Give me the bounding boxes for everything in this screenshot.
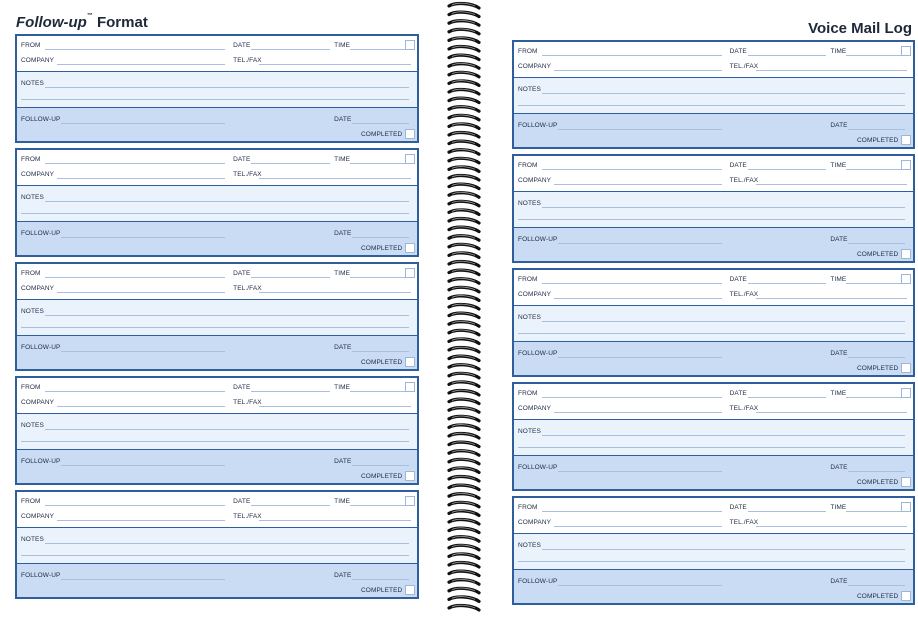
notes-section — [514, 419, 913, 456]
completed-checkbox[interactable] — [901, 249, 911, 259]
from-field[interactable] — [45, 391, 225, 392]
from-field[interactable] — [542, 283, 722, 284]
notes-line[interactable] — [21, 99, 409, 100]
date-field[interactable] — [748, 511, 827, 512]
notes-line[interactable] — [45, 87, 409, 88]
follow-up-field[interactable] — [558, 357, 722, 358]
notes-line[interactable] — [542, 93, 905, 94]
notes-line[interactable] — [542, 321, 905, 322]
time-field[interactable] — [350, 163, 409, 164]
completed-checkbox[interactable] — [901, 135, 911, 145]
completed-label: COMPLETED — [361, 473, 403, 480]
follow-up-date-label: DATE — [830, 350, 848, 357]
notes-label: NOTES — [21, 536, 44, 543]
tel-fax-label: TEL./FAX — [729, 63, 759, 70]
follow-up-section — [514, 341, 913, 375]
tel-fax-label: TEL./FAX — [729, 177, 759, 184]
completed-checkbox[interactable] — [405, 129, 415, 139]
follow-up-date-field[interactable] — [848, 129, 905, 130]
date-label: DATE — [233, 156, 251, 163]
time-field[interactable] — [350, 49, 409, 50]
date-label: DATE — [729, 48, 747, 55]
contact-section — [17, 150, 417, 185]
date-field[interactable] — [748, 169, 827, 170]
notes-line[interactable] — [45, 429, 409, 430]
follow-up-label: FOLLOW-UP — [518, 350, 558, 357]
tel-fax-label: TEL./FAX — [233, 285, 262, 292]
time-label: TIME — [334, 270, 351, 277]
tel-fax-field[interactable] — [259, 178, 411, 179]
time-label: TIME — [830, 390, 847, 397]
notes-line[interactable] — [21, 327, 409, 328]
notes-line[interactable] — [518, 561, 905, 562]
tel-fax-label: TEL./FAX — [233, 171, 262, 178]
notes-section — [514, 533, 913, 570]
completed-label: COMPLETED — [361, 587, 403, 594]
notes-section — [17, 185, 417, 222]
from-field[interactable] — [542, 511, 722, 512]
follow-up-field[interactable] — [61, 579, 225, 580]
urgent-checkbox[interactable] — [901, 388, 911, 398]
date-label: DATE — [729, 162, 747, 169]
notes-line[interactable] — [21, 555, 409, 556]
urgent-checkbox[interactable] — [901, 160, 911, 170]
date-field[interactable] — [251, 391, 330, 392]
contact-section — [17, 264, 417, 299]
urgent-checkbox[interactable] — [405, 40, 415, 50]
from-label: FROM — [518, 504, 538, 511]
notes-line[interactable] — [542, 549, 905, 550]
follow-up-date-field[interactable] — [848, 471, 905, 472]
voice-mail-form — [512, 40, 915, 149]
notes-section — [17, 71, 417, 108]
follow-up-field[interactable] — [61, 237, 225, 238]
tel-fax-label: TEL./FAX — [729, 291, 759, 298]
date-field[interactable] — [748, 283, 827, 284]
completed-label: COMPLETED — [857, 593, 899, 600]
left-page-title: Follow-up™ Format — [16, 13, 148, 31]
follow-up-field[interactable] — [61, 123, 225, 124]
from-label: FROM — [21, 384, 41, 391]
time-label: TIME — [830, 162, 847, 169]
follow-up-date-label: DATE — [830, 236, 848, 243]
from-label: FROM — [21, 156, 41, 163]
follow-up-date-field[interactable] — [352, 123, 409, 124]
company-label: COMPANY — [21, 171, 55, 178]
urgent-checkbox[interactable] — [405, 154, 415, 164]
follow-up-label: FOLLOW-UP — [21, 116, 61, 123]
follow-up-section — [17, 449, 417, 483]
voice-mail-form — [512, 496, 915, 605]
time-field[interactable] — [846, 169, 905, 170]
company-field[interactable] — [554, 184, 722, 185]
notes-line[interactable] — [542, 435, 905, 436]
company-field[interactable] — [57, 520, 225, 521]
follow-up-form — [15, 262, 419, 371]
time-field[interactable] — [846, 283, 905, 284]
date-label: DATE — [233, 42, 251, 49]
follow-up-form — [15, 34, 419, 143]
tel-fax-label: TEL./FAX — [233, 513, 262, 520]
follow-up-date-label: DATE — [334, 458, 352, 465]
contact-section — [17, 378, 417, 413]
time-label: TIME — [830, 504, 847, 511]
follow-up-date-label: DATE — [830, 464, 848, 471]
follow-up-section — [17, 335, 417, 369]
company-field[interactable] — [554, 526, 722, 527]
contact-section — [17, 36, 417, 71]
contact-section — [514, 156, 913, 191]
follow-up-section — [514, 455, 913, 489]
notes-label: NOTES — [518, 314, 541, 321]
completed-label: COMPLETED — [857, 251, 899, 258]
from-label: FROM — [518, 390, 538, 397]
tel-fax-label: TEL./FAX — [233, 57, 262, 64]
notes-label: NOTES — [21, 308, 44, 315]
time-label: TIME — [830, 48, 847, 55]
from-label: FROM — [518, 48, 538, 55]
notes-line[interactable] — [542, 207, 905, 208]
tel-fax-field[interactable] — [756, 70, 907, 71]
follow-up-field[interactable] — [61, 351, 225, 352]
company-field[interactable] — [57, 292, 225, 293]
notes-line[interactable] — [45, 543, 409, 544]
notes-label: NOTES — [518, 200, 541, 207]
follow-up-label: FOLLOW-UP — [518, 236, 558, 243]
company-label: COMPANY — [518, 177, 552, 184]
company-label: COMPANY — [518, 405, 552, 412]
time-field[interactable] — [846, 55, 905, 56]
completed-checkbox[interactable] — [901, 477, 911, 487]
follow-up-section — [514, 113, 913, 147]
follow-up-label: FOLLOW-UP — [518, 464, 558, 471]
time-field[interactable] — [350, 391, 409, 392]
date-label: DATE — [233, 498, 251, 505]
company-field[interactable] — [57, 178, 225, 179]
follow-up-label: FOLLOW-UP — [21, 344, 61, 351]
follow-up-form — [15, 148, 419, 257]
follow-up-label: FOLLOW-UP — [21, 458, 61, 465]
follow-up-date-field[interactable] — [848, 243, 905, 244]
notes-section — [514, 191, 913, 228]
tel-fax-field[interactable] — [259, 64, 411, 65]
follow-up-form — [15, 490, 419, 599]
notes-label: NOTES — [21, 80, 44, 87]
follow-up-date-field[interactable] — [848, 585, 905, 586]
company-field[interactable] — [554, 298, 722, 299]
tel-fax-label: TEL./FAX — [729, 519, 759, 526]
notes-label: NOTES — [21, 422, 44, 429]
notes-section — [514, 77, 913, 114]
contact-section — [514, 498, 913, 533]
urgent-checkbox[interactable] — [901, 46, 911, 56]
tel-fax-field[interactable] — [259, 292, 411, 293]
follow-up-date-label: DATE — [334, 344, 352, 351]
completed-checkbox[interactable] — [901, 363, 911, 373]
company-label: COMPANY — [21, 399, 55, 406]
date-label: DATE — [233, 384, 251, 391]
tel-fax-label: TEL./FAX — [729, 405, 759, 412]
tel-fax-field[interactable] — [756, 184, 907, 185]
notes-label: NOTES — [518, 542, 541, 549]
completed-checkbox[interactable] — [901, 591, 911, 601]
follow-up-form — [15, 376, 419, 485]
follow-up-label: FOLLOW-UP — [518, 122, 558, 129]
time-label: TIME — [334, 384, 351, 391]
follow-up-section — [514, 227, 913, 261]
follow-up-field[interactable] — [558, 471, 722, 472]
follow-up-section — [514, 569, 913, 603]
follow-up-date-field[interactable] — [848, 357, 905, 358]
completed-checkbox[interactable] — [405, 243, 415, 253]
follow-up-date-field[interactable] — [352, 579, 409, 580]
notes-label: NOTES — [21, 194, 44, 201]
date-label: DATE — [233, 270, 251, 277]
urgent-checkbox[interactable] — [405, 382, 415, 392]
completed-label: COMPLETED — [361, 245, 403, 252]
voice-mail-form — [512, 268, 915, 377]
follow-up-date-label: DATE — [334, 230, 352, 237]
time-label: TIME — [334, 498, 351, 505]
spiral-binding — [446, 0, 482, 618]
from-field[interactable] — [45, 277, 225, 278]
time-label: TIME — [830, 276, 847, 283]
date-field[interactable] — [748, 55, 827, 56]
follow-up-date-label: DATE — [830, 578, 848, 585]
follow-up-section — [17, 221, 417, 255]
follow-up-label: FOLLOW-UP — [21, 572, 61, 579]
time-field[interactable] — [846, 511, 905, 512]
notes-label: NOTES — [518, 428, 541, 435]
tel-fax-field[interactable] — [259, 406, 411, 407]
from-field[interactable] — [542, 169, 722, 170]
from-field[interactable] — [542, 55, 722, 56]
from-label: FROM — [21, 498, 41, 505]
contact-section — [514, 384, 913, 419]
contact-section — [514, 270, 913, 305]
date-label: DATE — [729, 504, 747, 511]
company-label: COMPANY — [518, 519, 552, 526]
completed-label: COMPLETED — [361, 359, 403, 366]
from-label: FROM — [21, 270, 41, 277]
from-field[interactable] — [45, 505, 225, 506]
contact-section — [17, 492, 417, 527]
follow-up-date-field[interactable] — [352, 351, 409, 352]
company-label: COMPANY — [21, 513, 55, 520]
urgent-checkbox[interactable] — [901, 502, 911, 512]
follow-up-label: FOLLOW-UP — [21, 230, 61, 237]
follow-up-date-label: DATE — [334, 572, 352, 579]
tel-fax-field[interactable] — [259, 520, 411, 521]
completed-label: COMPLETED — [361, 131, 403, 138]
completed-label: COMPLETED — [857, 137, 899, 144]
follow-up-date-field[interactable] — [352, 465, 409, 466]
tel-fax-label: TEL./FAX — [233, 399, 262, 406]
from-field[interactable] — [45, 49, 225, 50]
follow-up-date-label: DATE — [830, 122, 848, 129]
follow-up-field[interactable] — [61, 465, 225, 466]
notes-line[interactable] — [518, 219, 905, 220]
follow-up-section — [17, 563, 417, 597]
follow-up-date-label: DATE — [334, 116, 352, 123]
time-label: TIME — [334, 42, 351, 49]
company-label: COMPANY — [518, 291, 552, 298]
company-field[interactable] — [554, 412, 722, 413]
follow-up-date-field[interactable] — [352, 237, 409, 238]
completed-checkbox[interactable] — [405, 471, 415, 481]
company-label: COMPANY — [21, 285, 55, 292]
time-field[interactable] — [350, 277, 409, 278]
notes-line[interactable] — [45, 315, 409, 316]
completed-label: COMPLETED — [857, 365, 899, 372]
date-field[interactable] — [251, 49, 330, 50]
follow-up-field[interactable] — [558, 243, 722, 244]
voice-mail-form — [512, 382, 915, 491]
right-page-title: Voice Mail Log — [808, 20, 912, 37]
from-label: FROM — [518, 162, 538, 169]
completed-checkbox[interactable] — [405, 357, 415, 367]
company-field[interactable] — [554, 70, 722, 71]
urgent-checkbox[interactable] — [901, 274, 911, 284]
date-field[interactable] — [251, 163, 330, 164]
notes-section — [17, 299, 417, 336]
from-label: FROM — [518, 276, 538, 283]
company-label: COMPANY — [518, 63, 552, 70]
notes-label: NOTES — [518, 86, 541, 93]
from-field[interactable] — [45, 163, 225, 164]
urgent-checkbox[interactable] — [405, 268, 415, 278]
notes-section — [514, 305, 913, 342]
time-label: TIME — [334, 156, 351, 163]
notes-line[interactable] — [518, 333, 905, 334]
notes-line[interactable] — [518, 105, 905, 106]
date-field[interactable] — [251, 505, 330, 506]
notes-section — [17, 413, 417, 450]
notes-line[interactable] — [21, 213, 409, 214]
company-field[interactable] — [57, 406, 225, 407]
date-label: DATE — [729, 276, 747, 283]
notes-line[interactable] — [21, 441, 409, 442]
time-field[interactable] — [350, 505, 409, 506]
notes-section — [17, 527, 417, 564]
follow-up-label: FOLLOW-UP — [518, 578, 558, 585]
notes-line[interactable] — [45, 201, 409, 202]
voice-mail-form — [512, 154, 915, 263]
completed-checkbox[interactable] — [405, 585, 415, 595]
company-label: COMPANY — [21, 57, 55, 64]
date-field[interactable] — [251, 277, 330, 278]
date-field[interactable] — [748, 397, 827, 398]
from-label: FROM — [21, 42, 41, 49]
contact-section — [514, 42, 913, 77]
tel-fax-field[interactable] — [756, 526, 907, 527]
follow-up-section — [17, 107, 417, 141]
company-field[interactable] — [57, 64, 225, 65]
completed-label: COMPLETED — [857, 479, 899, 486]
tel-fax-field[interactable] — [756, 412, 907, 413]
follow-up-field[interactable] — [558, 129, 722, 130]
time-field[interactable] — [846, 397, 905, 398]
notes-line[interactable] — [518, 447, 905, 448]
from-field[interactable] — [542, 397, 722, 398]
date-label: DATE — [729, 390, 747, 397]
follow-up-field[interactable] — [558, 585, 722, 586]
urgent-checkbox[interactable] — [405, 496, 415, 506]
tel-fax-field[interactable] — [756, 298, 907, 299]
